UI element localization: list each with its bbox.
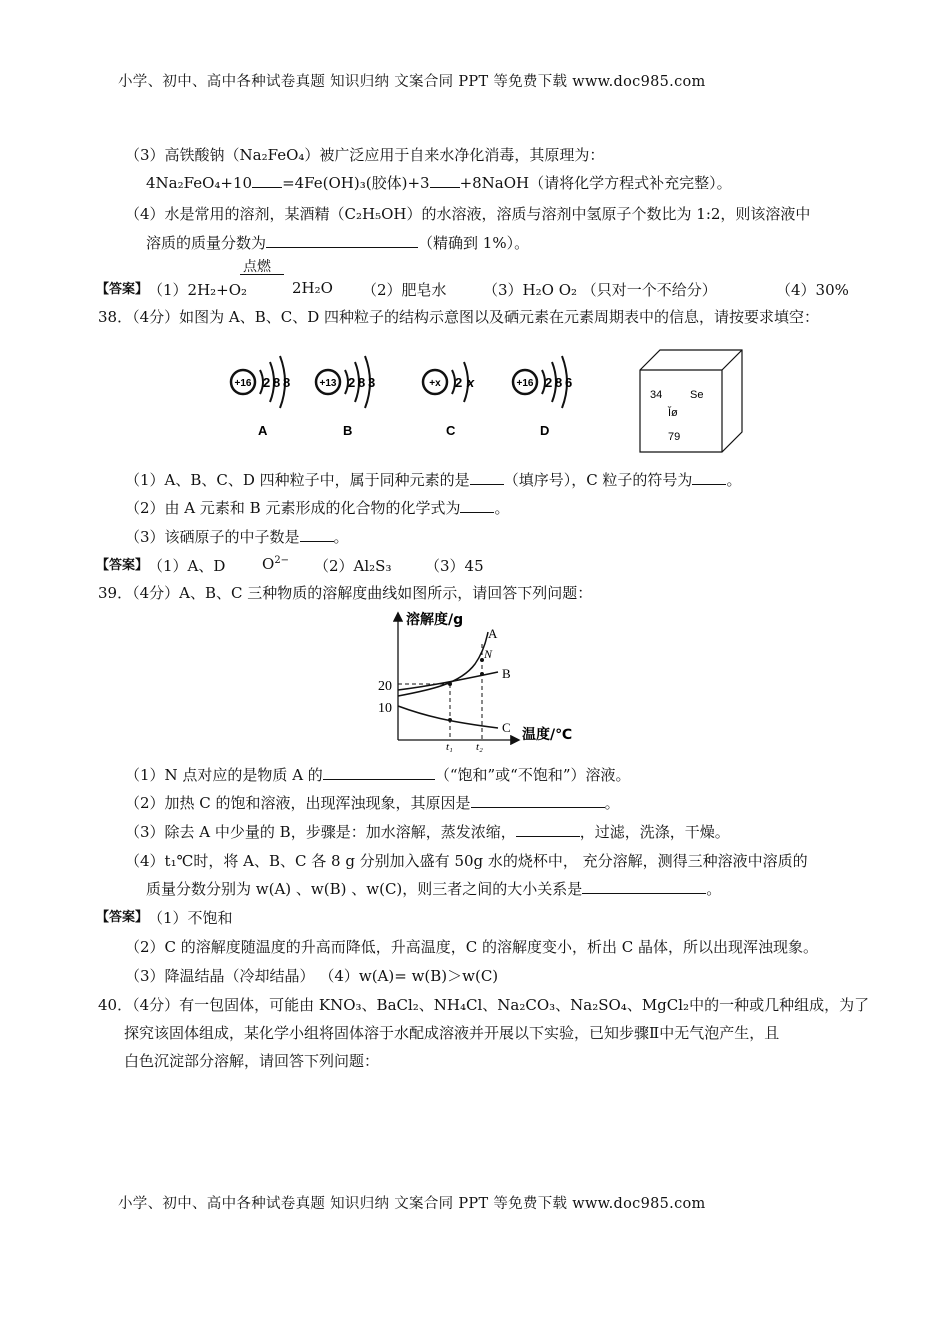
x-tick-t2: t₂ — [476, 741, 483, 753]
q37-answer-label: 【答案】 — [96, 282, 149, 297]
q38-blank-1[interactable] — [470, 484, 504, 485]
q38-s1-text-b: （填序号），C 粒子的符号为 — [503, 471, 693, 489]
atom-c-label: C — [446, 423, 456, 438]
q38-answer-1: （1）A、D — [148, 557, 226, 575]
atom-b-diagram — [316, 356, 375, 438]
point-n-label: N — [484, 647, 493, 661]
q39-s2-text-b: 。 — [604, 794, 620, 812]
atom-d-e1: 2 — [545, 375, 553, 390]
q38-s1-text-c: 。 — [726, 471, 742, 489]
q40-line2: 探究该固体组成，某化学小组将固体溶于水配成溶液并开展以下实验，已知步骤Ⅱ中无气泡产生，且 — [124, 1024, 780, 1042]
q40-line3: 白色沉淀部分溶解，请回答下列问题： — [124, 1052, 380, 1070]
series-label-b: B — [502, 666, 511, 681]
page-footer: 小学、初中、高中各种试卷真题 知识归纳 文案合同 PPT 等免费下载 www.doc985.com — [118, 1196, 706, 1212]
q39-answer-1: （1）不饱和 — [148, 909, 233, 927]
q37-answer-1b: 2H₂O — [292, 279, 333, 297]
q38-sub2 — [125, 497, 510, 518]
atom-b-e1: 2 — [348, 375, 356, 390]
x-tick-t1: t₁ — [446, 741, 453, 753]
series-label-a: A — [488, 626, 498, 641]
x-axis-label: 温度/℃ — [522, 727, 573, 743]
page-header: 小学、初中、高中各种试卷真题 知识归纳 文案合同 PPT 等免费下载 www.doc985.com — [118, 74, 706, 90]
selenium-cube — [640, 350, 742, 452]
q39-sub4-line2 — [146, 878, 721, 899]
q37-blank-3[interactable] — [266, 247, 418, 248]
q39-s4-text-a: 质量分数分别为 w(A) 、w(B) 、w(C)，则三者之间的大小关系是 — [146, 880, 583, 898]
point-b-t2 — [480, 672, 484, 676]
q39-answer-2: （2）C 的溶解度随温度的升高而降低，升高温度，C 的溶解度变小，析出 C 晶体，所以出现浑浊现象。 — [125, 938, 819, 956]
q39-stem: 39．（4分）A、B、C 三种物质的溶解度曲线如图所示，请回答下列问题： — [98, 584, 593, 602]
q39-sub2 — [125, 792, 620, 813]
q37-eq-b: =4Fe(OH)₃(胶体)+3 — [282, 174, 430, 192]
q39-answer-label: 【答案】 — [96, 910, 149, 925]
q37-blank-2[interactable] — [430, 187, 460, 188]
q38-blank-3[interactable] — [460, 512, 494, 513]
cube-name: Ĭø — [668, 407, 678, 419]
q37-part3-equation — [146, 172, 732, 193]
q37-reaction-arrow — [240, 274, 284, 275]
q39-blank-2[interactable] — [471, 807, 605, 808]
cube-symbol: Se — [690, 389, 704, 401]
q38-s2-text-a: （2）由 A 元素和 B 元素形成的化合物的化学式为 — [125, 499, 461, 517]
atom-c-diagram — [423, 362, 475, 438]
intersection-point — [448, 682, 452, 686]
atom-d-e2: 8 — [555, 375, 563, 390]
q39-blank-1[interactable] — [323, 779, 435, 780]
q37-eq-a: 4Na₂FeO₄+10 — [146, 174, 253, 192]
q40-line1: 40．（4分）有一包固体，可能由 KNO₃、BaCl₂、NH₄Cl、Na₂CO₃、Na₂SO₄、MgCl₂中的一种或几种组成，为了 — [98, 996, 870, 1014]
q37-p4-text-b: （精确到 1%）。 — [418, 234, 530, 252]
q38-stem: 38．（4分）如图为 A、B、C、D 四种粒子的结构示意图以及硒元素在元素周期表中的信息，请按要求填空： — [98, 308, 820, 326]
atom-c-e1: 2 — [455, 375, 463, 390]
atom-a-e1: 2 — [263, 375, 271, 390]
atom-d-e3: 6 — [565, 375, 573, 390]
atom-b-e3: 3 — [368, 375, 376, 390]
q39-blank-3[interactable] — [516, 836, 580, 837]
q39-s4-text-b: 。 — [706, 880, 722, 898]
series-label-c: C — [502, 720, 511, 735]
q39-sub4-line1: （4）t₁℃时，将 A、B、C 各 8 g 分别加入盛有 50g 水的烧杯中， 充分溶解，测得三种溶液中溶质的 — [125, 852, 808, 870]
q38-answer-ion: O — [262, 555, 275, 573]
q37-eq-c: +8NaOH（请将化学方程式补充完整）。 — [459, 174, 732, 192]
curve-a — [398, 632, 488, 696]
q38-figure — [210, 340, 750, 465]
q38-answer-3: （3）45 — [425, 557, 484, 575]
q38-blank-4[interactable] — [300, 541, 334, 542]
q37-answer — [96, 278, 148, 297]
atom-a-diagram — [231, 356, 290, 438]
q38-blank-2[interactable] — [692, 484, 726, 485]
cube-atomic-number: 34 — [650, 389, 663, 401]
atom-d-diagram — [513, 356, 572, 438]
q37-answer-1: （1）2H₂+O₂ — [148, 281, 248, 299]
q38-s2-text-b: 。 — [494, 499, 510, 517]
q38-s1-text-a: （1）A、B、C、D 四种粒子中，属于同种元素的是 — [125, 471, 470, 489]
atom-a-e3: 8 — [283, 375, 291, 390]
q39-sub3 — [125, 821, 730, 842]
q37-part4-line1: （4）水是常用的溶剂，某酒精（C₂H₅OH）的水溶液，溶质与溶剂中氢原子个数比为 1:2，则该溶液中 — [125, 205, 811, 223]
q38-sub3 — [125, 526, 349, 547]
y-axis-label: 溶解度/g — [406, 612, 464, 628]
atom-c-nucleus-label: +x — [429, 378, 441, 389]
q39-blank-4[interactable] — [582, 893, 706, 894]
atom-a-e2: 8 — [273, 375, 281, 390]
q37-answer-2: （2）肥皂水 — [362, 281, 447, 299]
atom-b-nucleus-label: +13 — [319, 378, 337, 389]
atom-a-label: A — [258, 423, 268, 438]
q37-part4-line2 — [146, 232, 529, 253]
q38-answer-2: （2）Al₂S₃ — [314, 557, 392, 575]
q39-s2-text-a: （2）加热 C 的饱和溶液，出现浑浊现象，其原因是 — [125, 794, 471, 812]
q39-sub1 — [125, 764, 631, 785]
q37-ignite-label: 点燃 — [243, 259, 271, 275]
q39-s1-text-b: （“饱和”或“不饱和”）溶液。 — [434, 766, 631, 784]
q37-blank-1[interactable] — [252, 187, 282, 188]
atom-c-e2: x — [467, 375, 475, 390]
q37-part3-line1: （3）高铁酸钠（Na₂FeO₄）被广泛应用于自来水净化消毒，其原理为： — [125, 146, 605, 164]
atom-d-label: D — [540, 423, 550, 438]
q39-answer-label-wrap — [96, 906, 148, 925]
cube-mass: 79 — [668, 431, 681, 443]
q37-answer-4: （4）30% — [776, 281, 849, 299]
atom-b-label: B — [343, 423, 353, 438]
q38-answer-label: 【答案】 — [96, 558, 149, 573]
y-tick-20: 20 — [378, 679, 392, 694]
cube-edge-diag — [722, 350, 742, 370]
atom-d-nucleus-label: +16 — [516, 378, 534, 389]
q38-answer-label-wrap — [96, 554, 148, 573]
q39-s1-text-a: （1）N 点对应的是物质 A 的 — [125, 766, 323, 784]
q38-sub1 — [125, 469, 741, 490]
solubility-chart — [370, 604, 610, 754]
q39-s3-text-b: ，过滤，洗涤，干燥。 — [579, 823, 730, 841]
q39-answer-3: （3）降温结晶（冷却结晶） （4）w(A)= w(B)＞w(C) — [125, 967, 499, 985]
q37-answer-3: （3）H₂O O₂ （只对一个不给分） — [483, 281, 717, 299]
atom-b-e2: 8 — [358, 375, 366, 390]
y-tick-10: 10 — [378, 701, 392, 716]
point-c-t1 — [448, 718, 452, 722]
curve-c — [398, 706, 498, 728]
q38-s3-text-b: 。 — [333, 528, 349, 546]
q38-answer-1b — [262, 555, 289, 573]
q38-answer-ion-charge: 2− — [274, 555, 290, 566]
q38-s3-text-a: （3）该硒原子的中子数是 — [125, 528, 300, 546]
q39-s3-text-a: （3）除去 A 中少量的 B，步骤是：加水溶解，蒸发浓缩， — [125, 823, 516, 841]
q37-p4-text-a: 溶质的质量分数为 — [146, 234, 267, 252]
atom-a-nucleus-label: +16 — [234, 378, 252, 389]
